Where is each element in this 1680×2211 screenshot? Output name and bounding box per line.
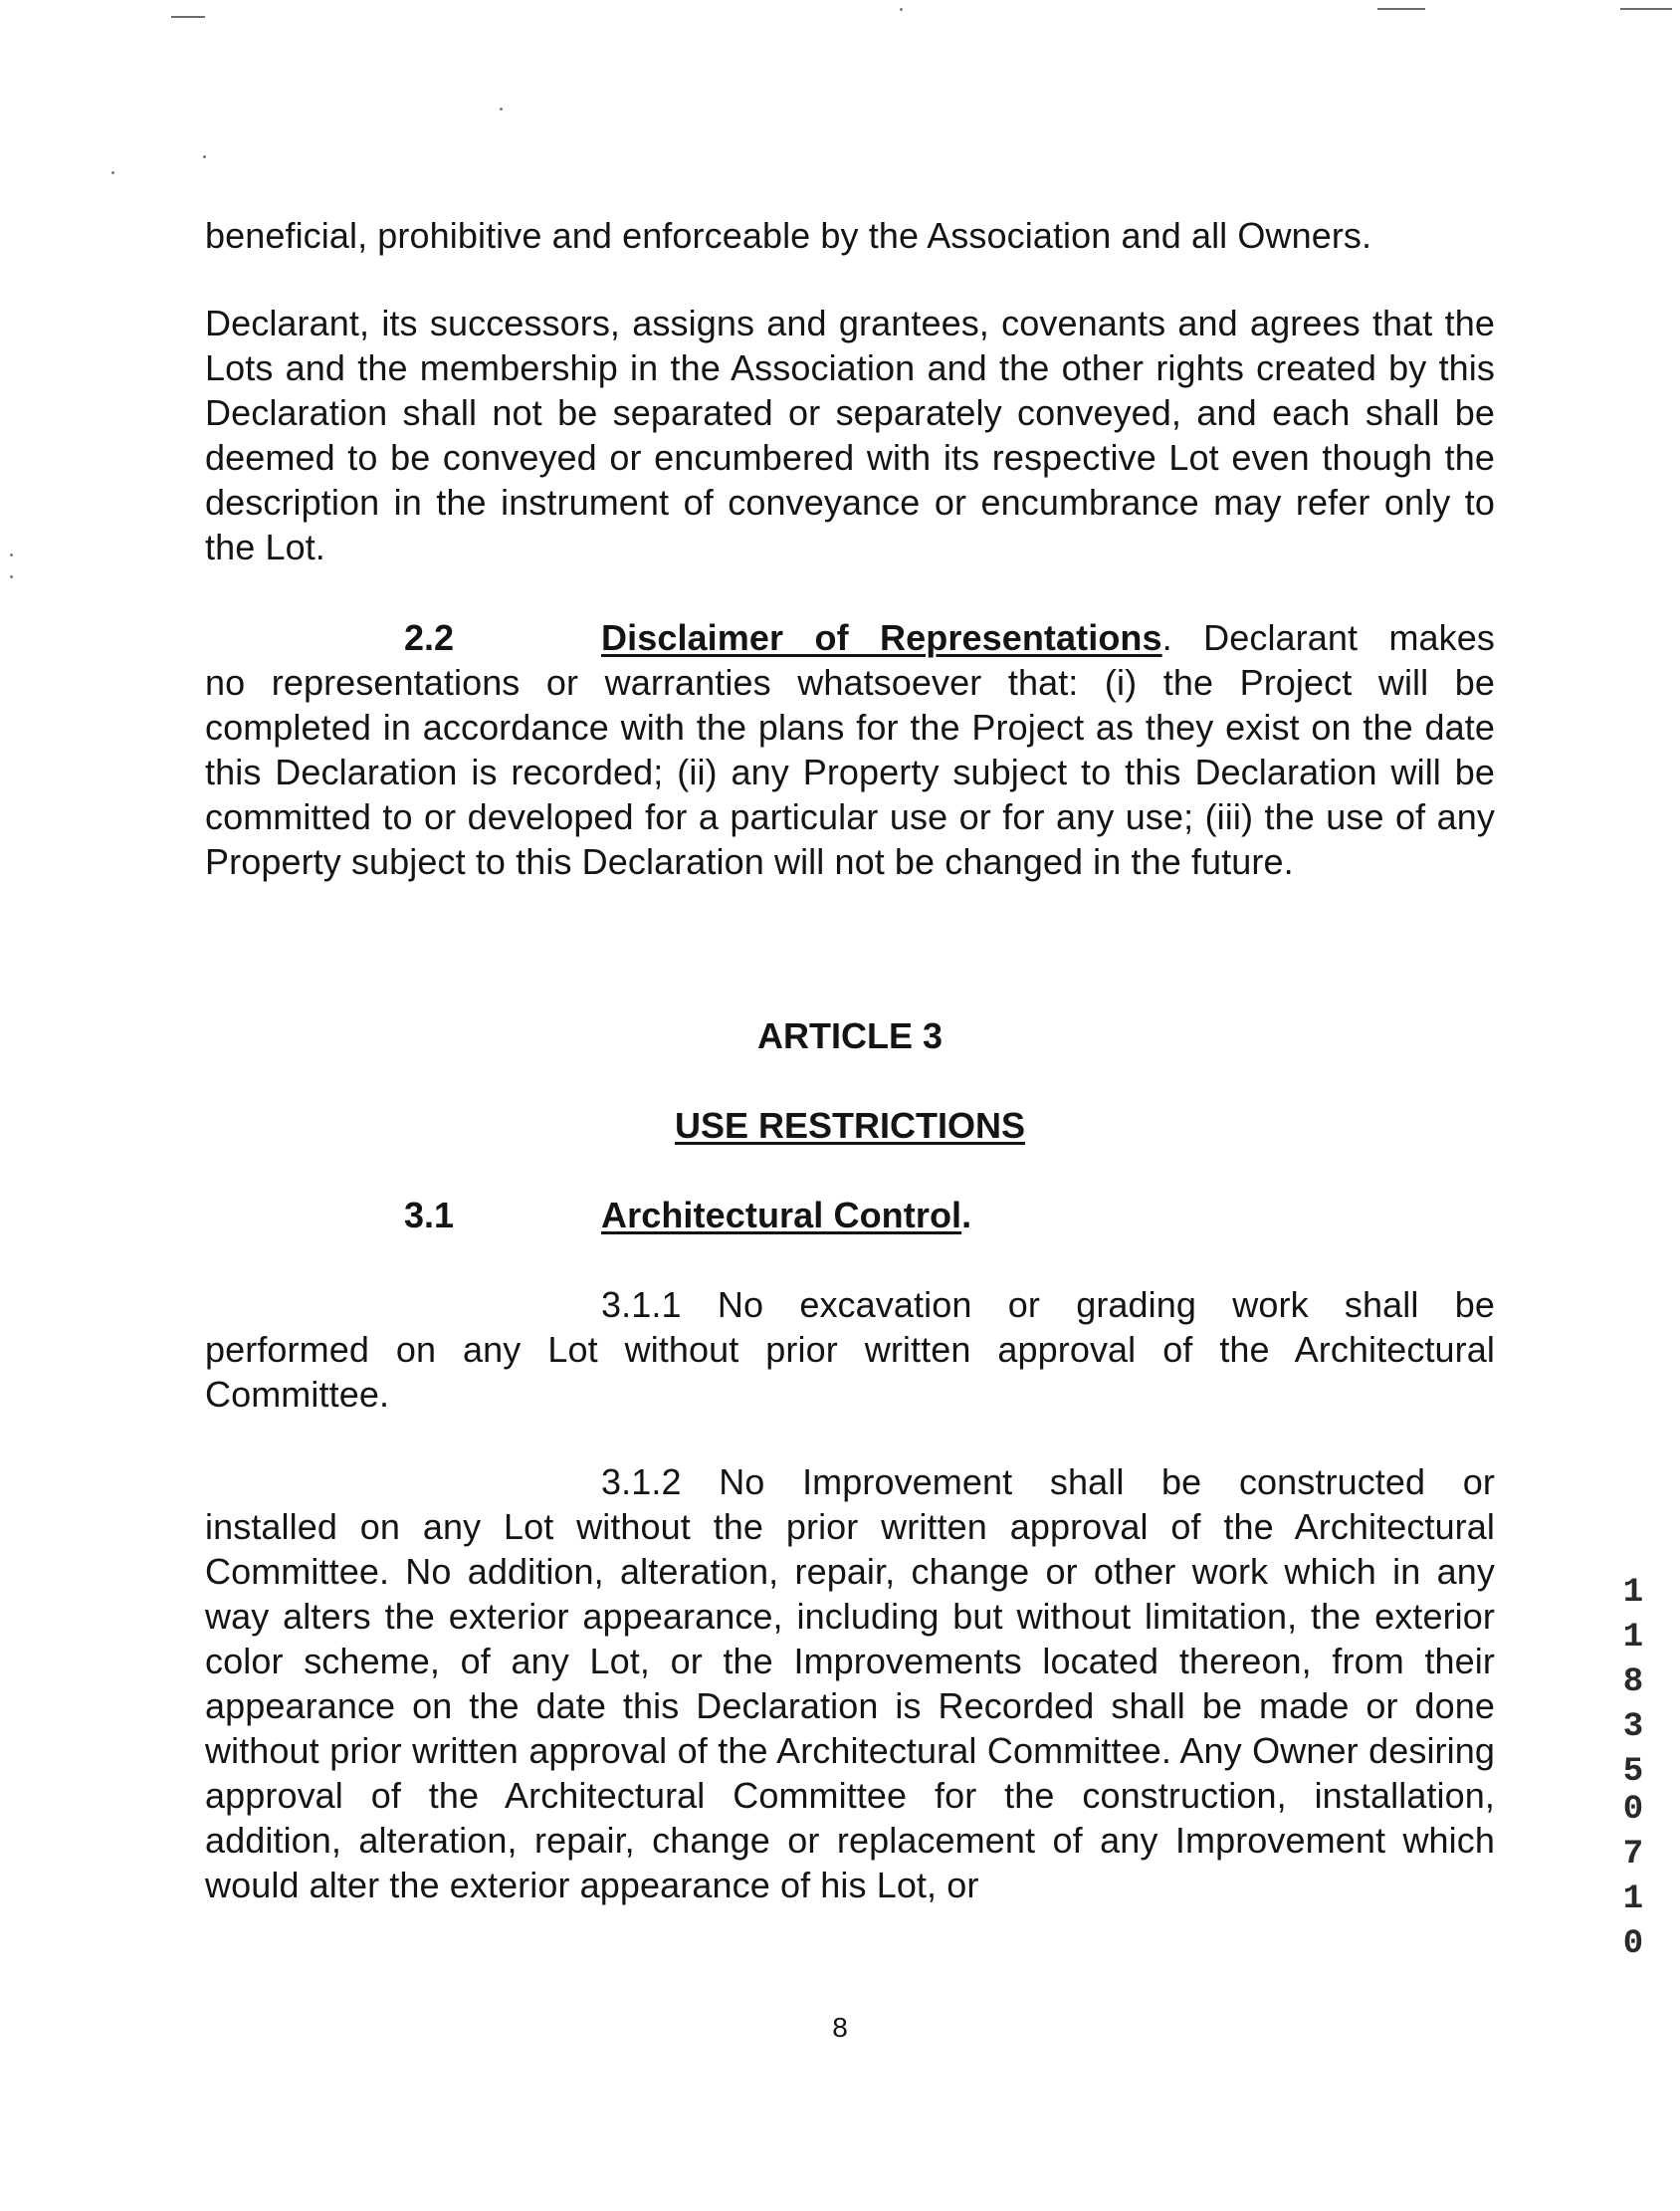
scan-artifact-dot xyxy=(10,553,13,556)
scan-artifact-mark xyxy=(171,16,205,18)
stamp-digit: 7 xyxy=(1622,1836,1644,1874)
section-3-1-heading: Architectural Control xyxy=(601,1195,962,1235)
stamp-digit: 0 xyxy=(1622,1791,1644,1829)
paragraph-declarant: Declarant, its successors, assigns and grantees, covenants and agrees that the Lots and the membership in the Association and the other rights created by this Declaration shall not be separated or separately conveyed, and each shall be deemed to be conveyed or encumbered with its respective Lot even though the description in the instrument of conveyance or encumbrance may refer only to the Lot. xyxy=(205,303,1495,567)
stamp-digit: 5 xyxy=(1622,1753,1644,1791)
stamp-digit: 1 xyxy=(1622,1574,1644,1612)
article-subtitle-text: USE RESTRICTIONS xyxy=(674,1105,1026,1146)
scan-artifact-dot xyxy=(500,108,503,111)
recording-stamp-group-2 xyxy=(1618,1788,1648,1967)
section-2-2-heading xyxy=(601,617,1203,658)
opening-line: beneficial, prohibitive and enforceable by the Association and all Owners. xyxy=(205,215,1372,256)
section-2-2-heading-period: . xyxy=(1161,617,1172,658)
scan-artifact-dot xyxy=(900,8,903,11)
stamp-digit: 3 xyxy=(1622,1708,1644,1746)
section-2-2-lead-text: Declarant makes xyxy=(1203,617,1496,658)
stamp-digit: 8 xyxy=(1622,1663,1644,1701)
scan-artifact-dot xyxy=(203,155,206,158)
stamp-digit: 0 xyxy=(1622,1925,1644,1963)
stamp-digit: 1 xyxy=(1622,1880,1644,1918)
section-3-1-2-body: installed on any Lot without the prior written approval of the Architectural Committee. No addition, alteration, repair, change or other work which in any way alters the exterior appearance, including but without limitation, the exterior color scheme, of any Lot, or the Improvements located thereon, from their appearance on the date this Declaration is Recorded shall be made or done without prior written approval of the Architectural Committee. Any Owner desiring approval of the Architectural Committee for the construction, installation, addition, alteration, repair, change or replacement of any Improvement which would alter the exterior appearance of his Lot, or xyxy=(205,1506,1495,1905)
scan-artifact-mark xyxy=(1620,8,1672,10)
section-3-1-number: 3.1 xyxy=(404,1195,455,1235)
section-3-1-heading-line xyxy=(601,1193,971,1237)
section-2-2-heading-text: Disclaimer of Representations xyxy=(601,617,1162,658)
scan-artifact-mark xyxy=(1377,8,1425,10)
article-subtitle xyxy=(205,1103,1495,1148)
scan-artifact-dot xyxy=(10,575,13,578)
section-3-1-1-first-line: 3.1.1 No excavation or grading work shall be xyxy=(601,1284,1495,1325)
recording-stamp-group-1 xyxy=(1618,1571,1648,1795)
section-2-2-number: 2.2 xyxy=(404,617,455,658)
section-2-2-body: no representations or warranties whatsoever that: (i) the Project will be completed in accordance with the plans for the Project as they exist on the date this Declaration is recorded; (ii) any Property subject to this Declaration will be committed to or developed for a particular use or for any use; (iii) the use of any Property subject to this Declaration will not be changed in the future. xyxy=(205,662,1495,882)
article-title: ARTICLE 3 xyxy=(756,1015,943,1056)
section-3-1-2-first-line: 3.1.2 No Improvement shall be constructed or xyxy=(601,1461,1495,1502)
section-3-1-heading-period: . xyxy=(961,1195,972,1235)
section-3-1-1-body: performed on any Lot without prior written approval of the Architectural Committee. xyxy=(205,1329,1495,1415)
section-2-2-heading-line xyxy=(601,615,1495,660)
scan-artifact-dot xyxy=(111,171,114,174)
stamp-digit: 1 xyxy=(1622,1619,1644,1657)
page-number: 8 xyxy=(832,2012,848,2043)
